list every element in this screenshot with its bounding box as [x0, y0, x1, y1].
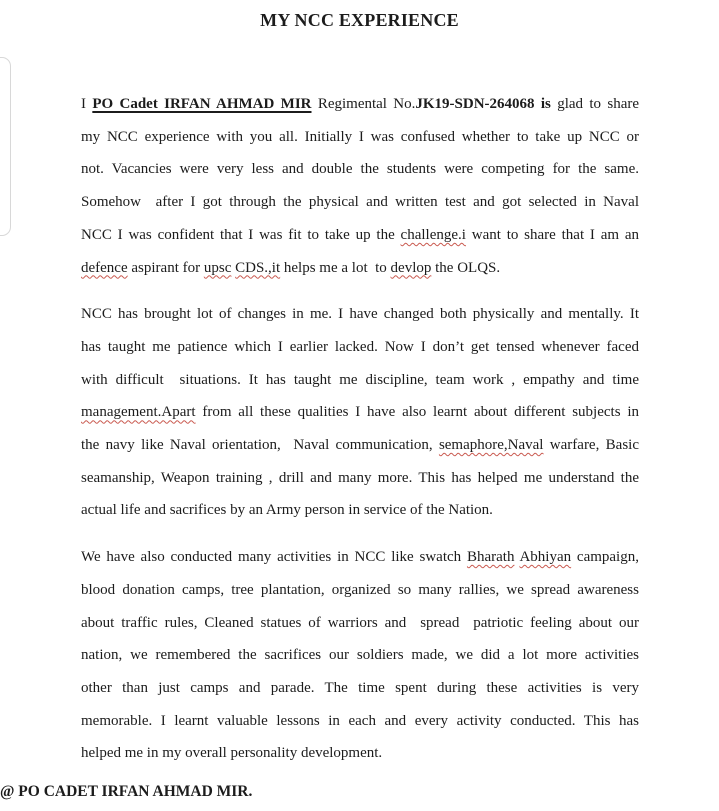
misspelled-text: defence	[81, 259, 128, 276]
text-line[interactable]	[81, 252, 639, 285]
text-run: NCC I was confident that I was fit to take up the	[81, 226, 401, 243]
misspelled-text: Bharath	[466, 549, 515, 566]
text-run: blood donation camps, tree plantation, organized so many rallies, we spread awareness	[81, 581, 639, 598]
text-line[interactable]	[81, 737, 639, 770]
paragraph[interactable]	[81, 298, 639, 527]
text-run: from all these qualities I have also learnt about different subjects in	[195, 404, 639, 421]
text-line[interactable]	[81, 541, 639, 574]
text-line[interactable]	[81, 607, 639, 640]
text-line[interactable]	[81, 186, 639, 219]
text-run: helped me in my overall personality development.	[81, 745, 383, 762]
text-run: nation, we remembered the sacrifices our soldiers made, we did a lot more activities	[81, 647, 639, 664]
text-line[interactable]	[81, 88, 639, 121]
text-run: the navy like Naval orientation, Naval communication,	[81, 437, 439, 454]
text-line[interactable]	[81, 639, 639, 672]
text-run: NCC has brought lot of changes in me. I have changed both physically and mentally. It	[81, 306, 639, 323]
text-line[interactable]	[81, 462, 639, 495]
text-run: helps me a lot to	[280, 259, 391, 276]
text-line[interactable]	[81, 705, 639, 738]
bold-underlined-text: PO Cadet IRFAN AHMAD MIR	[92, 96, 312, 112]
misspelled-text: semaphore,Naval	[438, 437, 544, 454]
side-panel-handle[interactable]	[0, 57, 11, 236]
text-run: has taught me patience which I earlier lacked. Now I don’t get tensed whenever faced	[81, 338, 639, 355]
misspelled-text: Abhiyan	[519, 549, 572, 566]
text-run: Somehow after I got through the physical and written test and got selected in Naval	[81, 194, 639, 211]
paragraph[interactable]	[81, 88, 639, 284]
text-line[interactable]	[81, 494, 639, 527]
text-line[interactable]	[81, 219, 639, 252]
misspelled-text: devlop	[390, 259, 432, 276]
text-run: warfare, Basic	[543, 437, 639, 454]
text-run: other than just camps and parade. The time spent during these activities is very	[81, 679, 639, 696]
misspelled-text: upsc	[203, 259, 232, 276]
text-run: the OLQS.	[431, 259, 501, 276]
text-run: want to share that I am an	[465, 226, 639, 243]
text-line[interactable]	[81, 672, 639, 705]
text-run: glad to share	[550, 96, 640, 112]
document-title: MY NCC EXPERIENCE	[260, 10, 459, 30]
document-body[interactable]	[81, 88, 639, 770]
signature-line[interactable]	[0, 782, 719, 802]
text-line[interactable]	[81, 331, 639, 364]
text-run: about traffic rules, Cleaned statues of warriors and spread patriotic feeling about our	[81, 614, 639, 631]
misspelled-text: CDS.,it	[235, 259, 281, 276]
text-run: my NCC experience with you all. Initially I was confused whether to take up NCC or	[81, 128, 639, 145]
text-run: not. Vacancies were very less and double the students were competing for the same.	[81, 161, 639, 178]
text-line[interactable]	[81, 574, 639, 607]
text-line[interactable]	[81, 429, 639, 462]
text-run: We have also conducted many activities in NCC like swatch	[81, 549, 467, 566]
bold-text: @ PO CADET IRFAN AHMAD MIR.	[0, 783, 253, 801]
text-run: memorable. I learnt valuable lessons in each and every activity conducted. This has	[81, 712, 639, 729]
misspelled-text: management.Apart	[81, 404, 196, 421]
text-run: with difficult situations. It has taught me discipline, team work , empathy and time	[81, 371, 639, 388]
text-line[interactable]	[81, 121, 639, 154]
text-run: aspirant for	[127, 259, 204, 276]
text-run: seamanship, Weapon training , drill and many more. This has helped me understand the	[81, 469, 639, 486]
misspelled-text: challenge.i	[400, 226, 466, 243]
text-line[interactable]	[81, 364, 639, 397]
paragraph[interactable]	[81, 541, 639, 770]
text-run: I	[81, 96, 93, 112]
text-line[interactable]	[81, 153, 639, 186]
bold-text: JK19-SDN-264068 is	[415, 96, 551, 112]
text-run: Regimental No.	[311, 96, 416, 112]
text-run: campaign,	[571, 549, 639, 566]
text-line[interactable]	[81, 396, 639, 429]
text-line[interactable]	[81, 298, 639, 331]
text-run: actual life and sacrifices by an Army person in service of the Nation.	[81, 502, 493, 519]
